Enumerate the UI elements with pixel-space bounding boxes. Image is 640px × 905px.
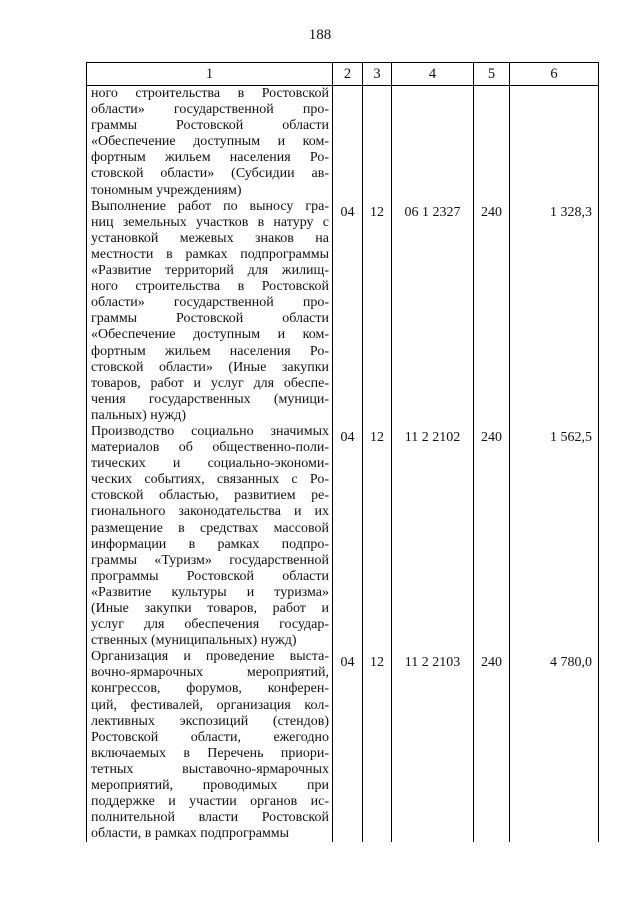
amount: 4 780,0	[510, 649, 599, 842]
description-line: «Обеспечение доступным и ком-	[91, 134, 329, 150]
description-line: ственных (муниципальных) нужд)	[91, 633, 297, 649]
table-row	[87, 424, 599, 649]
expense-type-code: 240	[474, 424, 510, 649]
section-code: 04	[333, 424, 363, 649]
description-line: граммы Ростовской области	[91, 118, 329, 134]
description-line: (Иные закупки товаров, работ и	[91, 601, 329, 616]
page-number: 188	[308, 27, 332, 43]
description-line: тономным учреждениям)	[91, 182, 242, 198]
description-line: граммы «Туризм» государственной	[91, 552, 329, 568]
description-line: тических и социально-экономи-	[91, 456, 329, 472]
description-line: размещение в средствах массовой	[91, 520, 329, 536]
description-line: стовской области» (Иные закупки	[91, 359, 329, 375]
description-line: ций, фестивалей, организация кол-	[91, 697, 329, 713]
description-line: граммы Ростовской области	[91, 311, 329, 327]
description-line: Ростовской области, ежегодно	[91, 729, 329, 745]
expense-type-code: 240	[474, 199, 510, 424]
amount: 1 562,5	[510, 424, 599, 649]
amount: 1 328,3	[510, 199, 599, 424]
subsection-code	[363, 86, 392, 199]
table-row	[87, 86, 599, 199]
table-row	[87, 649, 599, 842]
description-line: «Развитие культуры и туризма»	[91, 584, 329, 600]
description-line: информации в рамках подпро-	[91, 536, 329, 552]
description-line: области, в рамках подпрограммы	[91, 826, 290, 842]
row-description	[87, 649, 333, 842]
description-line: программы Ростовской области	[91, 568, 329, 584]
description-line: включаемых в Перечень приори-	[91, 745, 329, 761]
description-line: услуг для обеспечения государ-	[91, 617, 329, 633]
description-line: чения государственных (муници-	[91, 391, 329, 407]
column-header-6: 6	[510, 63, 599, 86]
target-article-code: 11 2 2103	[392, 649, 474, 842]
expense-type-code: 240	[474, 649, 510, 842]
description-line: гионального законодательства и их	[91, 504, 329, 520]
description-line: товаров, работ и услуг для обеспе-	[91, 375, 329, 391]
description-line: поддержке и участии органов ис-	[91, 794, 329, 810]
row-description	[87, 199, 333, 424]
column-header-1: 1	[87, 63, 333, 86]
description-line: конгрессов, форумов, конферен-	[91, 681, 329, 697]
description-line: материалов об общественно-поли-	[91, 440, 329, 456]
section-code: 04	[333, 199, 363, 424]
description-line: местности в рамках подпрограммы	[91, 246, 329, 262]
description-line: пальных) нужд)	[91, 407, 187, 423]
description-line: стовской областью, развитием ре-	[91, 488, 329, 504]
description-line: области» государственной про-	[91, 102, 329, 118]
section-code	[333, 86, 363, 199]
description-line: мероприятий, проводимых при	[91, 778, 329, 794]
description-line: установкой межевых знаков на	[91, 230, 329, 246]
description-line: Производство социально значимых	[91, 423, 329, 439]
row-description	[87, 424, 333, 649]
amount	[510, 86, 599, 199]
description-line: стовской области» (Субсидии ав-	[91, 166, 329, 182]
target-article-code: 06 1 2327	[392, 199, 474, 424]
description-line: «Обеспечение доступным и ком-	[91, 327, 329, 343]
column-header-4: 4	[392, 63, 474, 86]
description-line: вочно-ярмарочных мероприятий,	[91, 665, 329, 681]
table-header-row	[87, 63, 599, 86]
description-line: лективных экспозиций (стендов)	[91, 713, 329, 729]
target-article-code	[392, 86, 474, 199]
section-code: 04	[333, 649, 363, 842]
description-line: ниц земельных участков в натуру с	[91, 214, 329, 230]
column-header-5: 5	[474, 63, 510, 86]
description-line: ного строительства в Ростовской	[91, 86, 329, 101]
description-line: полнительной власти Ростовской	[91, 810, 329, 826]
column-header-2: 2	[333, 63, 363, 86]
description-line: Выполнение работ по выносу гра-	[91, 198, 329, 214]
description-line: ческих событиях, связанных с Ро-	[91, 472, 329, 488]
subsection-code: 12	[363, 199, 392, 424]
target-article-code: 11 2 2102	[392, 424, 474, 649]
subsection-code: 12	[363, 649, 392, 842]
description-line: ного строительства в Ростовской	[91, 279, 329, 295]
description-line: области» государственной про-	[91, 295, 329, 311]
description-line: фортным жильем населения Ро-	[91, 343, 329, 359]
budget-table	[86, 62, 599, 842]
description-line: фортным жильем населения Ро-	[91, 150, 329, 166]
description-line: Организация и проведение выста-	[91, 649, 329, 665]
subsection-code: 12	[363, 424, 392, 649]
description-line: «Развитие территорий для жилищ-	[91, 263, 329, 279]
description-line: тетных выставочно-ярмарочных	[91, 761, 329, 777]
column-header-3: 3	[363, 63, 392, 86]
row-description	[87, 86, 333, 199]
table-row	[87, 199, 599, 424]
expense-type-code	[474, 86, 510, 199]
